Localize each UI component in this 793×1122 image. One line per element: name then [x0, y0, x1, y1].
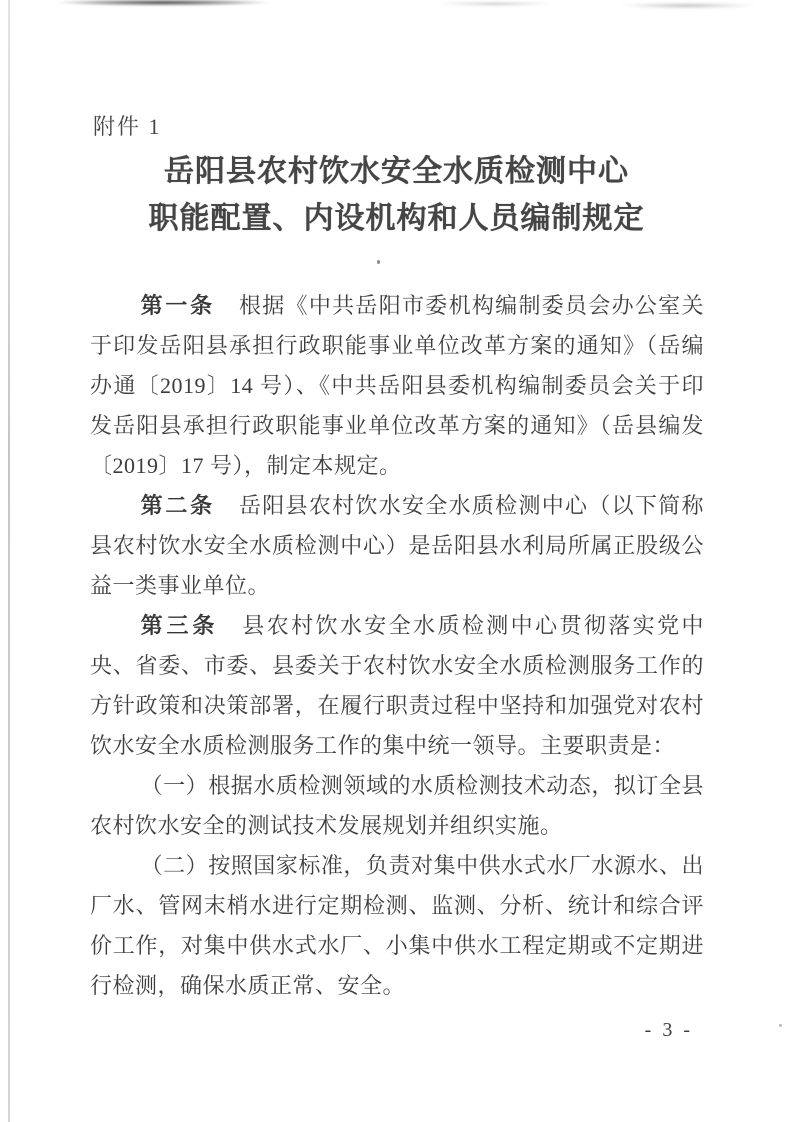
scan-speck: [377, 260, 380, 264]
scan-speck: [779, 1024, 782, 1027]
page-number: - 3 -: [644, 1019, 693, 1041]
article-text-3: 县农村饮水安全水质检测中心贯彻落实党中央、省委、市委、县委关于农村饮水安全水质检测服务工作的方针政策和决策部署，在履行职责过程中坚持和加强党对农村饮水安全水质检测服务工作的集中统一领导。主要职责是：: [90, 613, 704, 758]
scan-streak-top-left: [18, 0, 308, 10]
item-text-2: （二）按照国家标准，负责对集中供水式水厂水源水、出厂水、管网末梢水进行定期检测、监测、分析、统计和综合评价工作，对集中供水式水厂、小集中供水工程定期或不定期进行检测，确保水质正常、安全。: [90, 853, 704, 998]
attachment-label: 附件 1: [93, 114, 162, 139]
title-line-2: 职能配置、内设机构和人员编制规定: [148, 202, 645, 235]
paragraph-article-1: [90, 286, 704, 486]
scan-streak-top-right: [600, 3, 775, 13]
scan-streak-top-middle: [420, 2, 570, 10]
article-number-2: 第二条: [140, 493, 215, 518]
paragraph-article-3: [90, 606, 704, 766]
item-text-1: （一）根据水质检测领域的水质检测技术动态，拟订全县农村饮水安全的测试技术发展规划并组织实施。: [90, 773, 704, 838]
scan-edge-line-left: [8, 0, 10, 1122]
title-line-1: 岳阳县农村饮水安全水质检测中心: [164, 155, 629, 188]
article-text-2: 岳阳县农村饮水安全水质检测中心（以下简称县农村饮水安全水质检测中心）是岳阳县水利局所属正股级公益一类事业单位。: [90, 493, 704, 598]
article-number-1: 第一条: [140, 293, 215, 318]
article-number-3: 第三条: [140, 613, 219, 638]
article-text-1: 根据《中共岳阳市委机构编制委员会办公室关于印发岳阳县承担行政职能事业单位改革方案的通知》（岳编办通〔2019〕14 号）、《中共岳阳县委机构编制委员会关于印发岳阳县承担行政职能事业单位改革方案的通知》（岳县编发〔2019〕17 号），制定本规定。: [90, 293, 704, 478]
paragraph-article-2: [90, 486, 704, 606]
document-title: [90, 148, 703, 242]
paragraph-item-2: [90, 846, 704, 1006]
document-body: [90, 286, 704, 1006]
paragraph-item-1: [90, 766, 704, 846]
